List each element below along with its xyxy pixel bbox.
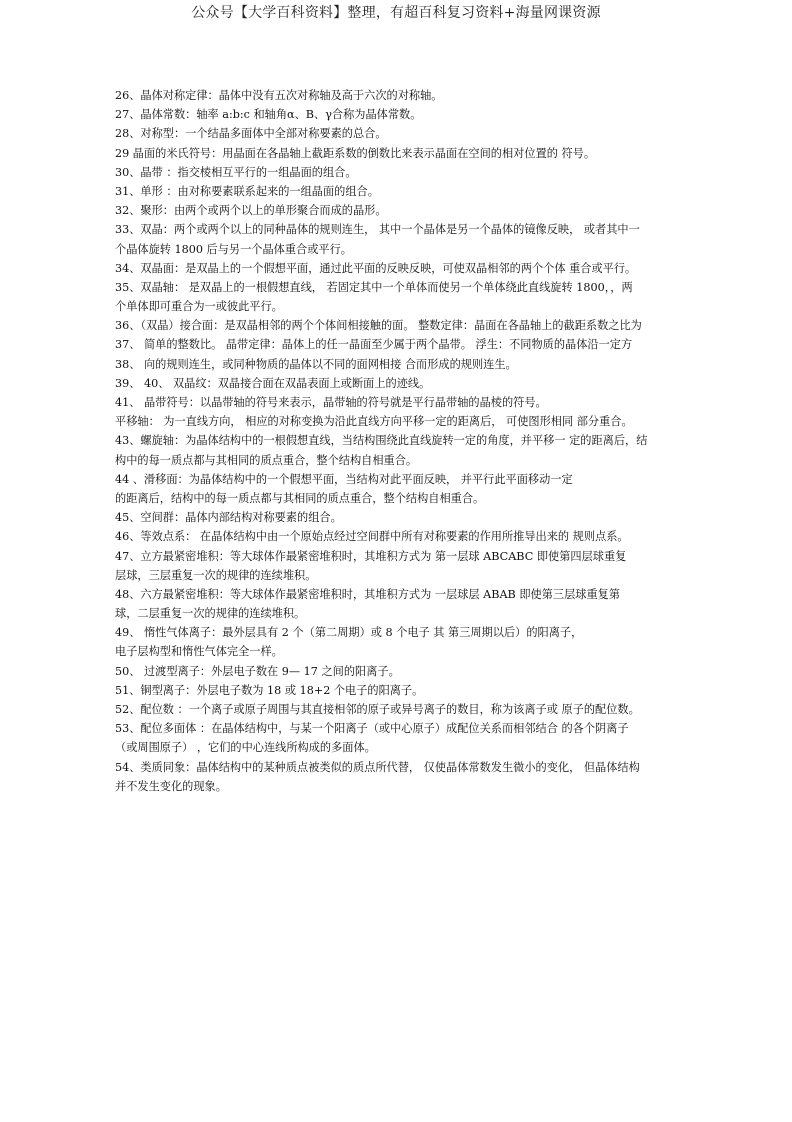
text-line: 球，二层重复一次的规律的连续堆积。: [115, 607, 306, 621]
text-line: 48、六方最紧密堆积：等大球体作最紧密堆积时，其堆积方式为 一层球层 ABAB 即使第三层球重复第: [115, 587, 621, 601]
text-line: 52、配位数 ：一个离子或原子周围与其直接相邻的原子或异号离子的数目，称为该离子或 原子的配位数。: [115, 703, 640, 716]
page-header: 公众号【大学百科资料】整理，有超百科复习资料+海量网课资源: [191, 5, 601, 21]
text-line: 个单体即可重合为一或彼此平行。: [115, 300, 283, 314]
text-line: 个晶体旋转 1800 后与另一个晶体重合或平行。: [115, 242, 352, 256]
text-line: 49、 惰性气体离子：最外层具有 2 个（第二周期）或 8 个电子 其 第三周期以后）的阳离子，: [115, 626, 583, 640]
text-line: 53、配位多面体 ：在晶体结构中，与某一个阳离子（或中心原子）成配位关系而相邻结合 的各个阴离子: [115, 722, 629, 736]
text-line: 41、 晶带符号：以晶带轴的符号来表示，晶带轴的符号就是平行晶带轴的晶棱的符号。: [115, 396, 547, 409]
text-line: 31、单形 ：由对称要素联系起来的一组晶面的组合。: [115, 184, 379, 198]
text-line: 层球，三层重复一次的规律的连续堆积。: [115, 568, 317, 582]
text-line: 54、类质同象：晶体结构中的某种质点被类似的质点所代替， 仅使晶体常数发生微小的变化， 但晶体结构: [115, 760, 640, 774]
text-line: 32、聚形：由两个或两个以上的单形聚合而成的晶形。: [115, 204, 387, 218]
text-line: 39、 40、 双晶纹：双晶接合面在双晶表面上或断面上的迹线。: [115, 376, 431, 390]
text-line: 36、（双晶）接合面：是双晶相邻的两个个体间相接触的面。 整数定律：晶面在各晶轴上的截距系数之比为: [115, 319, 642, 333]
text-line: 构中的每一质点都与其相同的质点重合，整个结构自相重合。: [115, 453, 418, 467]
text-line: 26、晶体对称定律：晶体中没有五次对称轴及高于六次的对称轴。: [115, 89, 443, 102]
text-line: 28、对称型：一个结晶多面体中全部对称要素的总合。: [115, 127, 387, 141]
text-line: 46、等效点系： 在晶体结构中由一个原始点经过空间群中所有对称要素的作用所推导出来的 规则点系。: [115, 530, 629, 544]
text-line: 35、双晶轴： 是双晶上的一根假想直线， 若固定其中一个单体而使另一个单体绕此直线旋转 1800，，两: [115, 280, 633, 294]
text-line: 51、铜型离子：外层电子数为 18 或 18+2 个电子的阳离子。: [115, 683, 424, 697]
text-line: 平移轴： 为一直线方向， 相应的对称变换为沿此直线方向平移一定的距离后， 可使图形相同 部分重合。: [115, 415, 633, 429]
text-line: 29 晶面的米氏符号：用晶面在各晶轴上截距系数的倒数比来表示晶面在空间的相对位置的 符号。: [115, 146, 596, 160]
text-line: 的距离后，结构中的每一质点都与其相同的质点重合，整个结构自相重合。: [115, 491, 485, 505]
text-line: （或周围原子） ，它们的中心连线所构成的多面体。: [115, 741, 376, 755]
text-line: 45、空间群：晶体内部结构对称要素的组合。: [115, 511, 342, 525]
text-line: 30、晶带 ：指交棱相互平行的一组晶面的组合。: [115, 165, 357, 179]
text-line: 电子层构型和惰性气体完全一样。: [115, 645, 283, 659]
text-line: 37、 简单的整数比。 晶带定律：晶体上的任一晶面至少属于两个晶带。 浮生：不同物质的晶体沿一定方: [115, 338, 633, 352]
text-line: 44 、滑移面：为晶体结构中的一个假想平面，当结构对此平面反映， 并平行此平面移动一定: [115, 472, 573, 486]
text-line: 38、 向的规则连生，或同种物质的晶体以不同的面网相接 合而形成的规则连生。: [115, 357, 517, 371]
text-line: 43、螺旋轴：为晶体结构中的一根假想直线，当结构围绕此直线旋转一定的角度，并平移一 定的距离后，结: [115, 434, 648, 448]
document-body: [115, 86, 675, 796]
text-line: 34、双晶面：是双晶上的一个假想平面，通过此平面的反映反映，可使双晶相邻的两个个体 重合或平行。: [115, 261, 637, 275]
text-line: 33、双晶：两个或两个以上的同种晶体的规则连生， 其中一个晶体是另一个晶体的镜像反映， 或者其中一: [115, 223, 640, 237]
text-line: 47、立方最紧密堆积：等大球体作最紧密堆积时，其堆积方式为 第一层球 ABCABC 即使第四层球重复: [115, 549, 627, 563]
text-line: 50、 过渡型离子：外层电子数在 9— 17 之间的阳离子。: [115, 664, 400, 678]
text-line: 27、晶体常数：轴率 a:b:c 和轴角α、Β、γ合称为晶体常数。: [115, 108, 422, 122]
text-line: 并不发生变化的现象。: [115, 779, 227, 793]
